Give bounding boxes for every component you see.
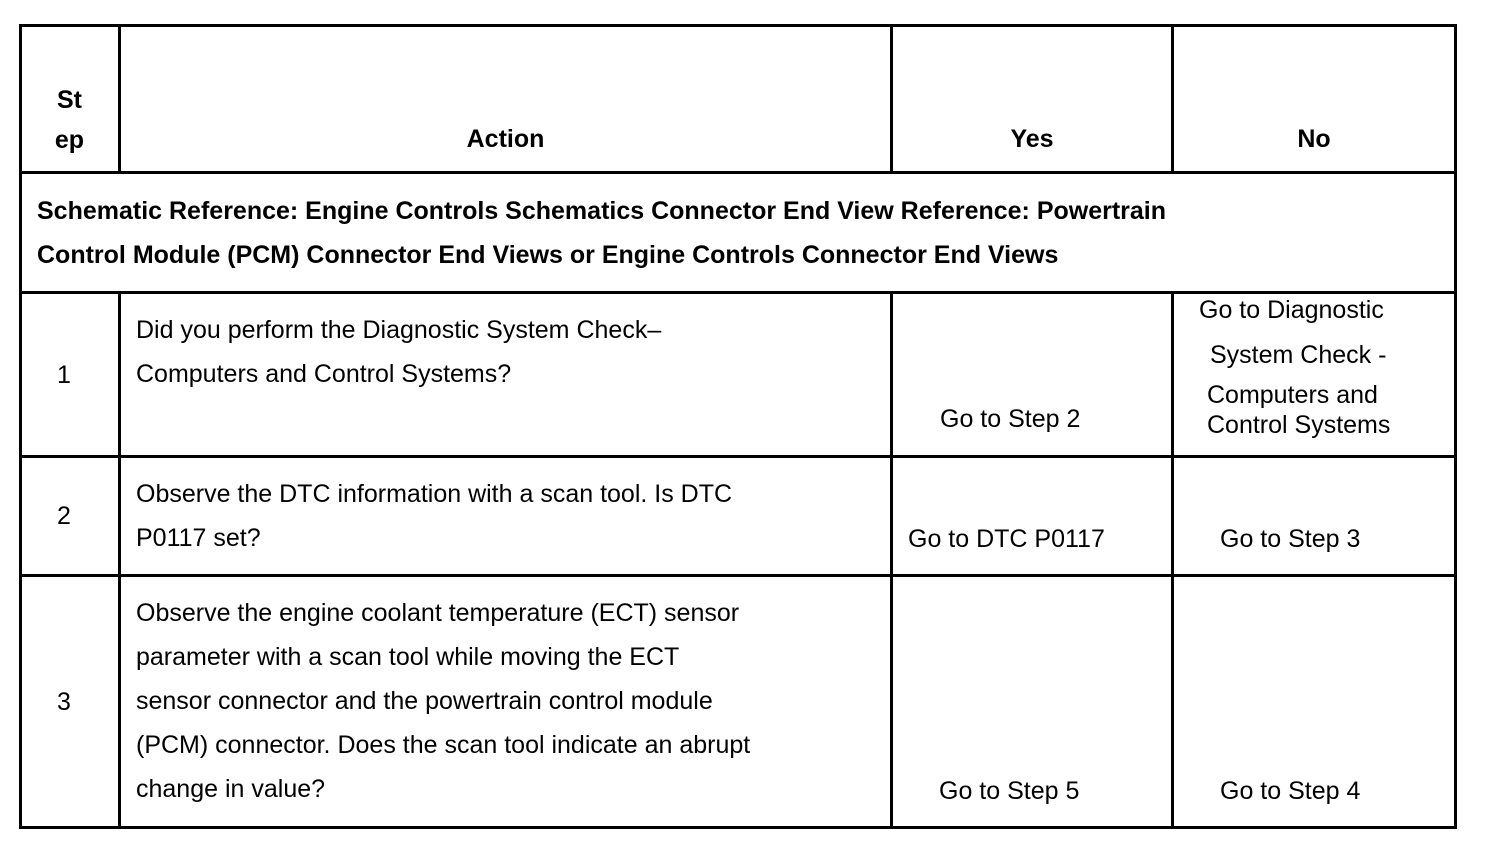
header-yes: Yes: [1010, 125, 1054, 153]
row1-divider: [19, 455, 1457, 458]
row3-step: 3: [57, 688, 71, 716]
row1-step: 1: [57, 361, 71, 389]
row1-action: Did you perform the Diagnostic System Check– Computers and Control Systems?: [136, 316, 662, 388]
col-divider-yes: [1171, 291, 1174, 829]
row1-no-line1: Go to Diagnostic: [1199, 296, 1384, 324]
header-divider: [19, 171, 1457, 174]
row2-step: 2: [57, 502, 71, 530]
col-divider-action: [890, 291, 893, 829]
col-divider-step: [118, 291, 121, 829]
header-step: St ep: [54, 86, 85, 154]
table-border-right: [1454, 24, 1457, 829]
row2-divider: [19, 574, 1457, 577]
table-border-top: [19, 24, 1457, 27]
row2-action: Observe the DTC information with a scan tool. Is DTC P0117 set?: [136, 480, 733, 552]
row3-action: Observe the engine coolant temperature (ECT) sensor parameter with a scan tool while moving the ECT sensor connector and the powertrain control module (PCM) connector. Does the scan tool indicate an abrupt change in value?: [136, 599, 751, 803]
table-border-bottom: [19, 826, 1457, 829]
row2-yes: Go to DTC P0117: [908, 525, 1105, 553]
row3-no: Go to Step 4: [1220, 777, 1361, 805]
header-action: Action: [466, 125, 545, 153]
row3-yes: Go to Step 5: [939, 777, 1080, 805]
row2-no: Go to Step 3: [1220, 525, 1361, 553]
schematic-reference: Schematic Reference: Engine Controls Schematics Connector End View Reference: Powertrain Control Module (PCM) Connector End Views or Engine Controls Connector End Views: [37, 197, 1167, 269]
header-no: No: [1297, 125, 1331, 153]
row1-yes: Go to Step 2: [940, 405, 1081, 433]
row1-no-line2: System Check -: [1210, 341, 1387, 369]
row1-no-line3: Computers and Control Systems: [1207, 381, 1391, 439]
